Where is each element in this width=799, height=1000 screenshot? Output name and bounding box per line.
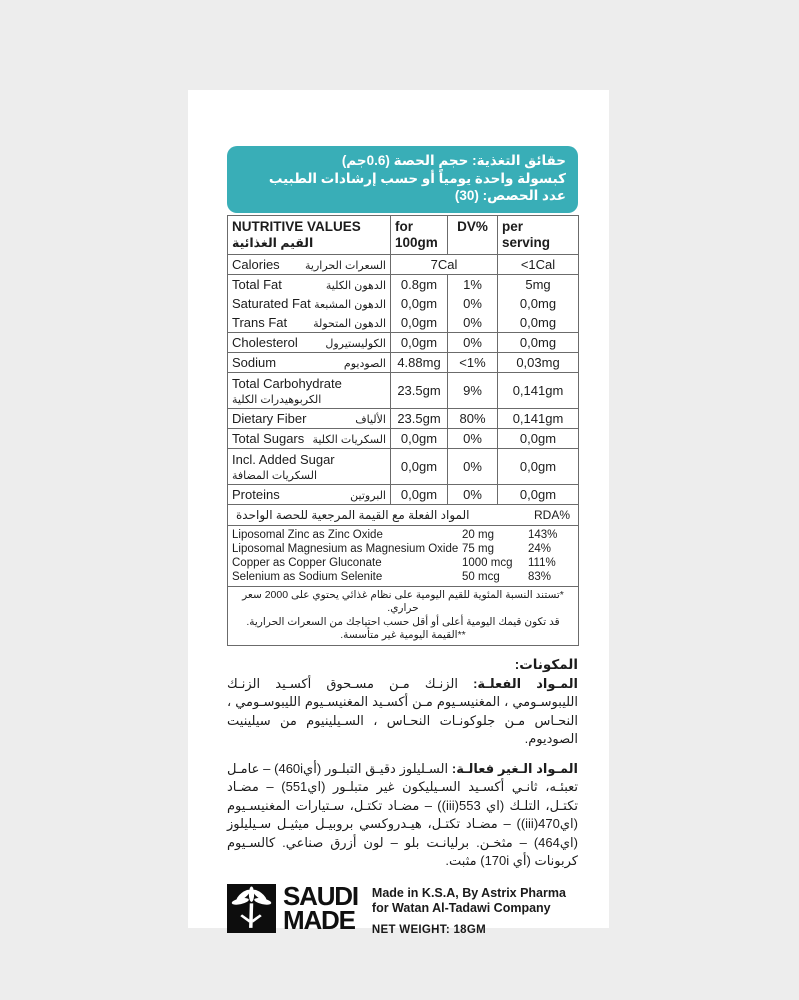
row-dv: 80%	[448, 408, 498, 428]
row-serving: 0,0gm	[498, 448, 579, 484]
row-serving: 0,03mg	[498, 352, 579, 372]
logo-word-saudi: SAUDI	[283, 880, 358, 911]
col-header-for-100gm: for 100gm	[391, 215, 448, 254]
active-ingredient-line	[232, 528, 574, 542]
palm-tree-icon	[227, 884, 276, 933]
row-value: 0.8gm	[391, 274, 448, 294]
table-row	[228, 254, 579, 274]
inactive-ingredients-paragraph	[227, 760, 578, 871]
row-label-en: Sodium	[232, 354, 277, 370]
footnote-row	[228, 586, 579, 645]
row-value: 4.88mg	[391, 352, 448, 372]
table-row	[228, 484, 579, 504]
table-row	[228, 448, 579, 484]
footnote-line-2: قد تكون قيمك اليومية أعلى أو أقل حسب احتياجك من السعرات الحرارية.	[246, 615, 560, 628]
active-amount: 50 mcg	[462, 570, 500, 583]
inactive-ingredients-lead: المـواد الـغير فعالـة:	[451, 760, 579, 776]
actives-header-row	[228, 504, 579, 525]
row-value: 23.5gm	[391, 408, 448, 428]
logo-word-made: MADE	[283, 904, 355, 935]
row-label-en: Total Carbohydrate	[232, 375, 342, 391]
row-dv: 0%	[448, 294, 498, 313]
active-rda: 111%	[528, 556, 556, 569]
row-dv: 0%	[448, 313, 498, 333]
active-ingredients-text: الزنـك مـن مسـحوق أكسـيد الزنـك الليبوسـومي ، المغنيسـيوم مـن أكسـيد المغنيسـيوم الليبوسـومي ، النحـاس مـن جلوكونـات النحـاس ، السـيلينيوم من سيلينيت الصوديوم.	[227, 675, 578, 746]
nutrition-facts-header	[227, 146, 578, 213]
row-serving: 5mg	[498, 274, 579, 294]
table-row	[228, 352, 579, 372]
active-name: Copper as Copper Gluconate	[232, 556, 382, 569]
row-serving: 0,0gm	[498, 484, 579, 504]
ingredients-heading: المكونات:	[514, 656, 578, 672]
row-label-ar: السعرات الحرارية	[305, 259, 386, 272]
active-rda: 24%	[528, 542, 552, 555]
row-value: 23.5gm	[391, 372, 448, 408]
row-label-en: Proteins	[232, 486, 280, 502]
row-serving: 0,141gm	[498, 372, 579, 408]
active-ingredients-lead: المـواد الفعلـة:	[473, 675, 578, 691]
row-label-en: Total Fat	[232, 276, 282, 292]
table-title-en: NUTRITIVE VALUES	[232, 218, 361, 234]
row-value: 0,0gm	[391, 313, 448, 333]
footnote-line-3: **القيمة اليومية غير متأسسة.	[340, 629, 466, 641]
row-label-en: Trans Fat	[232, 314, 288, 330]
row-value: 0,0gm	[391, 428, 448, 448]
active-ingredient-line	[232, 570, 574, 584]
row-dv: 9%	[448, 372, 498, 408]
table-title-cell	[228, 215, 391, 254]
row-label-en: Incl. Added Sugar	[232, 451, 335, 467]
made-in-line-2: for Watan Al-Tadawi Company	[371, 900, 551, 915]
row-dv: 0%	[448, 332, 498, 352]
active-amount: 1000 mcg	[462, 556, 513, 569]
row-dv: 0%	[448, 448, 498, 484]
actives-list-row	[228, 525, 579, 586]
row-dv: 1%	[448, 274, 498, 294]
saudi-made-logo	[227, 884, 276, 933]
label-card	[188, 90, 609, 936]
row-label-en: Dietary Fiber	[232, 410, 307, 426]
table-header-row	[228, 215, 579, 254]
dosage-line: كبسولة واحدة يومياً أو حسب إرشادات الطبيب	[268, 170, 566, 186]
active-amount: 20 mg	[462, 528, 494, 541]
rda-label: RDA%	[533, 507, 570, 522]
table-row	[228, 428, 579, 448]
row-label-ar: الألياف	[355, 413, 386, 426]
serving-size-line: حقائق التغذية: حجم الحصة (0.6جم)	[341, 153, 566, 168]
col-header-dv: DV%	[448, 215, 498, 254]
row-serving: <1Cal	[498, 254, 579, 274]
row-value: 0,0gm	[391, 484, 448, 504]
row-label-en: Saturated Fat	[232, 295, 311, 311]
row-label-ar: الدهون الكلية	[325, 279, 386, 292]
footnote-line-1: *تستند النسبة المئوية للقيم اليومية على نظام غذائي يحتوي على 2000 سعر حراري.	[242, 588, 564, 614]
row-serving: 0,0mg	[498, 313, 579, 333]
row-label-ar: الدهون المشبعة	[314, 298, 386, 311]
row-dv: <1%	[448, 352, 498, 372]
active-name: Selenium as Sodium Selenite	[232, 570, 383, 583]
row-value: 7Cal	[391, 254, 498, 274]
table-row	[228, 313, 579, 333]
active-rda: 143%	[528, 528, 558, 541]
row-serving: 0,0gm	[498, 428, 579, 448]
row-label-ar: البروتين	[350, 489, 386, 502]
table-title-ar: القيم الغذائية	[232, 235, 314, 250]
actives-header-ar: المواد الفعلة مع القيمة المرجعية للحصة الواحدة	[236, 507, 470, 522]
row-label-ar: الدهون المتحولة	[313, 317, 386, 330]
footer-section	[227, 880, 578, 936]
net-weight: NET WEIGHT: 18GM	[371, 923, 486, 936]
row-value: 0,0gm	[391, 332, 448, 352]
servings-count-line: عدد الحصص: (30)	[454, 188, 566, 203]
table-row	[228, 332, 579, 352]
row-serving: 0,141gm	[498, 408, 579, 428]
active-rda: 83%	[528, 570, 552, 583]
row-label-en: Calories	[232, 256, 280, 272]
label-content	[227, 146, 578, 936]
col-header-per-serving: per serving	[498, 215, 579, 254]
row-label-ar: الصوديوم	[343, 357, 386, 370]
manufacturer-info	[372, 884, 566, 936]
row-label-ar: السكريات الكلية	[312, 433, 386, 446]
inactive-ingredients-text: السـليلوز دقيـق التبلـور (أي460i) – عامـل تعبئـه، ثانـي أكسـيد السـيليكون غير متبلـور (اي551) – مضـاد تكتـل، التلـك (اي 553(iii)) – مضـاد تكتـل، سـتيارات المغنيسـيوم (اي470(iii)) – مضـاد تكتـل، هيـدروكسي بروبيـل ميثيـل سـيليلوز (اي464) – مثخـن. برليانـت بلو – لون أزرق صناعي. كالسـيوم كربونات (أي 170i) مثبت.	[227, 760, 579, 868]
table-row	[228, 274, 579, 294]
active-ingredient-line	[232, 556, 574, 570]
made-in-line-1: Made in K.S.A, By Astrix Pharma	[371, 885, 566, 900]
row-serving: 0,0mg	[498, 294, 579, 313]
active-ingredient-line	[232, 542, 574, 556]
active-name: Liposomal Magnesium as Magnesium Oxide	[232, 542, 459, 555]
ingredients-section	[227, 656, 578, 871]
row-label-en: Cholesterol	[232, 334, 298, 350]
table-row	[228, 408, 579, 428]
table-row	[228, 294, 579, 313]
active-name: Liposomal Zinc as Zinc Oxide	[232, 528, 383, 541]
row-value: 0,0gm	[391, 294, 448, 313]
row-dv: 0%	[448, 484, 498, 504]
row-label-en: Total Sugars	[232, 430, 305, 446]
table-row	[228, 372, 579, 408]
row-value: 0,0gm	[391, 448, 448, 484]
row-serving: 0,0mg	[498, 332, 579, 352]
active-ingredients-paragraph	[227, 675, 578, 749]
saudi-made-wordmark	[283, 880, 358, 935]
row-label-ar: الكربوهيدرات الكلية	[232, 393, 322, 406]
row-dv: 0%	[448, 428, 498, 448]
row-label-ar: الكوليستيرول	[325, 337, 386, 350]
row-label-ar: السكريات المضافة	[232, 469, 318, 482]
nutritive-values-table	[227, 215, 579, 646]
active-amount: 75 mg	[462, 542, 494, 555]
